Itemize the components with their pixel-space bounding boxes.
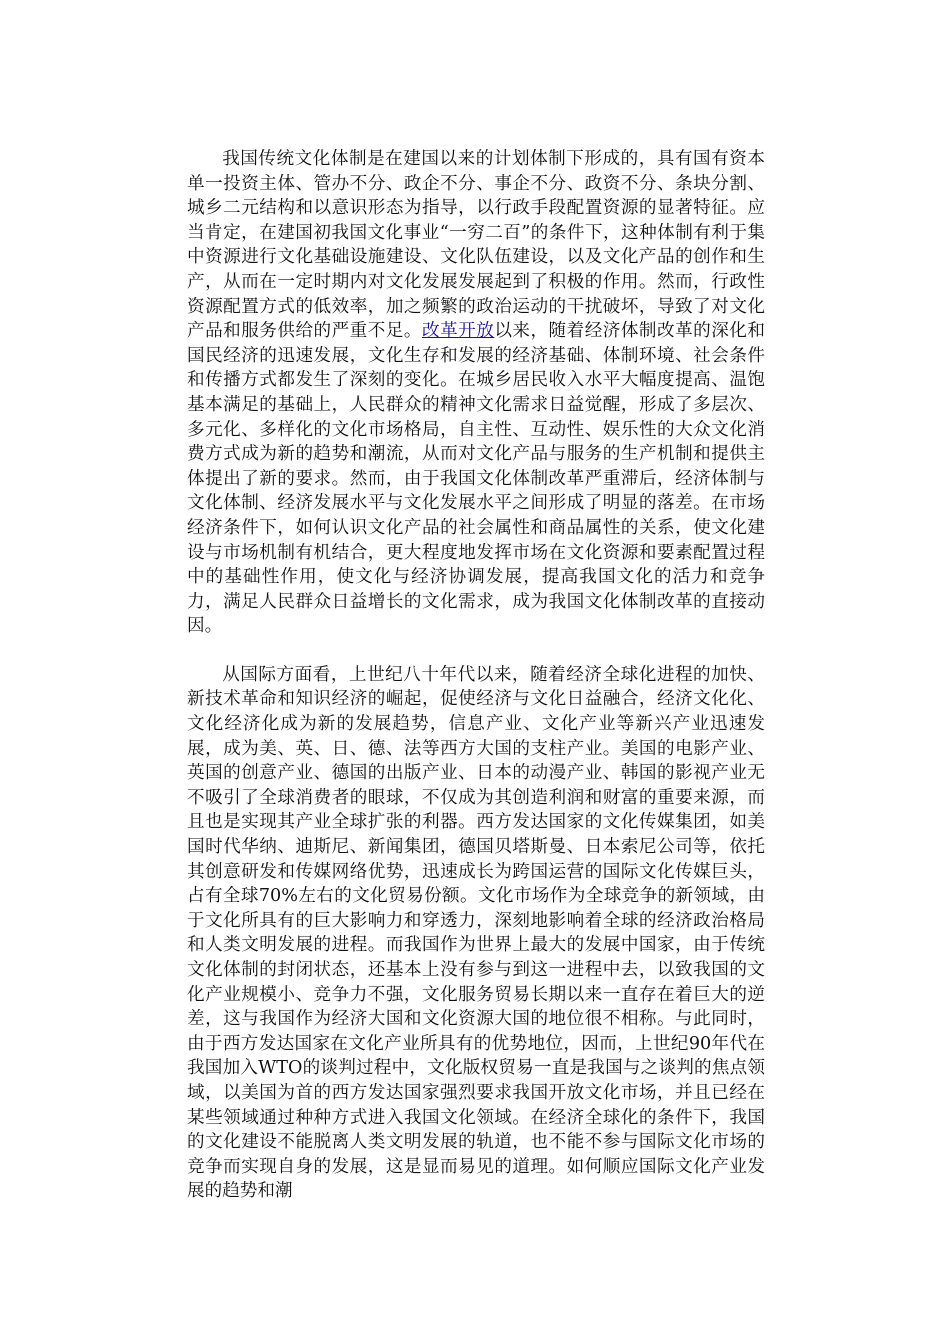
paragraph-international-background: 从国际方面看，上世纪八十年代以来，随着经济全球化进程的加快、新技术革命和知识经济的崛起，促使经济与文化日益融合，经济文化化、文化经济化成为新的发展趋势，信息产业、文化产业等新兴产业迅速发展，成为美、英、日、德、法等西方大国的支柱产业。美国的电影产业、英国的创意产业、德国的出版产业、日本的动漫产业、韩国的影视产业无不吸引了全球消费者的眼球，不仅成为其创造利润和财富的重要来源，而且也是实现其产业全球扩张的利器。西方发达国家的文化传媒集团，如美国时代华纳、迪斯尼、新闻集团，德国贝塔斯曼、日本索尼公司等，依托其创意研发和传媒网络优势，迅速成长为跨国运营的国际文化传媒巨头，占有全球70%左右的文化贸易份额。文化市场作为全球竞争的新领域，由于文化所具有的巨大影响力和穿透力，深刻地影响着全球的经济政治格局和人类文明发展的进程。而我国作为世界上最大的发展中国家，由于传统文化体制的封闭状态，还基本上没有参与到这一进程中去，以致我国的文化产业规模小、竞争力不强，文化服务贸易长期以来一直存在着巨大的逆差，这与我国作为经济大国和文化资源大国的地位很不相称。与此同时，由于西方发达国家在文化产业所具有的优势地位，因而，上世纪90年代在我国加入WTO的谈判过程中，文化版权贸易一直是我国与之谈判的焦点领域，以美国为首的西方发达国家强烈要求我国开放文化市场，并且已经在某些领域通过种种方式进入我国文化领域。在经济全球化的条件下，我国的文化建设不能脱离人类文明发展的轨道，也不能不参与国际文化市场的竞争而实现自身的发展，这是显而易见的道理。如何顺应国际文化产业发展的趋势和潮 — [187, 664, 765, 1202]
reform-opening-link[interactable]: 改革开放 — [422, 321, 495, 342]
paragraph-1-text-end: 以来，随着经济体制改革的深化和国民经济的迅速发展，文化生存和发展的经济基础、体制环境、社会条件和传播方式都发生了深刻的变化。在城乡居民收入水平大幅度提高、温饱基本满足的基础上，人民群众的精神文化需求日益觉醒，形成了多层次、多元化、多样化的文化市场格局，自主性、互动性、娱乐性的大众文化消费方式成为新的趋势和潮流，从而对文化产品与服务的生产机制和提供主体提出了新的要求。然而，由于我国文化体制改革严重滞后，经济体制与文化体制、经济发展水平与文化发展水平之间形成了明显的落差。在市场经济条件下，如何认识文化产品的社会属性和商品属性的关系，使文化建设与市场机制有机结合，更大程度地发挥市场在文化资源和要素配置过程中的基础性作用，使文化与经济协调发展，提高我国文化的活力和竞争力，满足人民群众日益增长的文化需求，成为我国文化体制改革的直接动因。 — [187, 321, 765, 637]
article-body — [187, 147, 765, 1204]
paragraph-1-text-start: 我国传统文化体制是在建国以来的计划体制下形成的，具有国有资本单一投资主体、管办不分、政企不分、事企不分、政资不分、条块分割、城乡二元结构和以意识形态为指导，以行政手段配置资源的显著特征。应当肯定，在建国初我国文化事业“一穷二百”的条件下，这种体制有利于集中资源进行文化基础设施建设、文化队伍建设，以及文化产品的创作和生产，从而在一定时期内对文化发展发展起到了积极的作用。然而，行政性资源配置方式的低效率，加之频繁的政治运动的干扰破坏，导致了对文化产品和服务供给的严重不足。 — [187, 149, 765, 342]
paragraph-domestic-background — [187, 147, 765, 639]
